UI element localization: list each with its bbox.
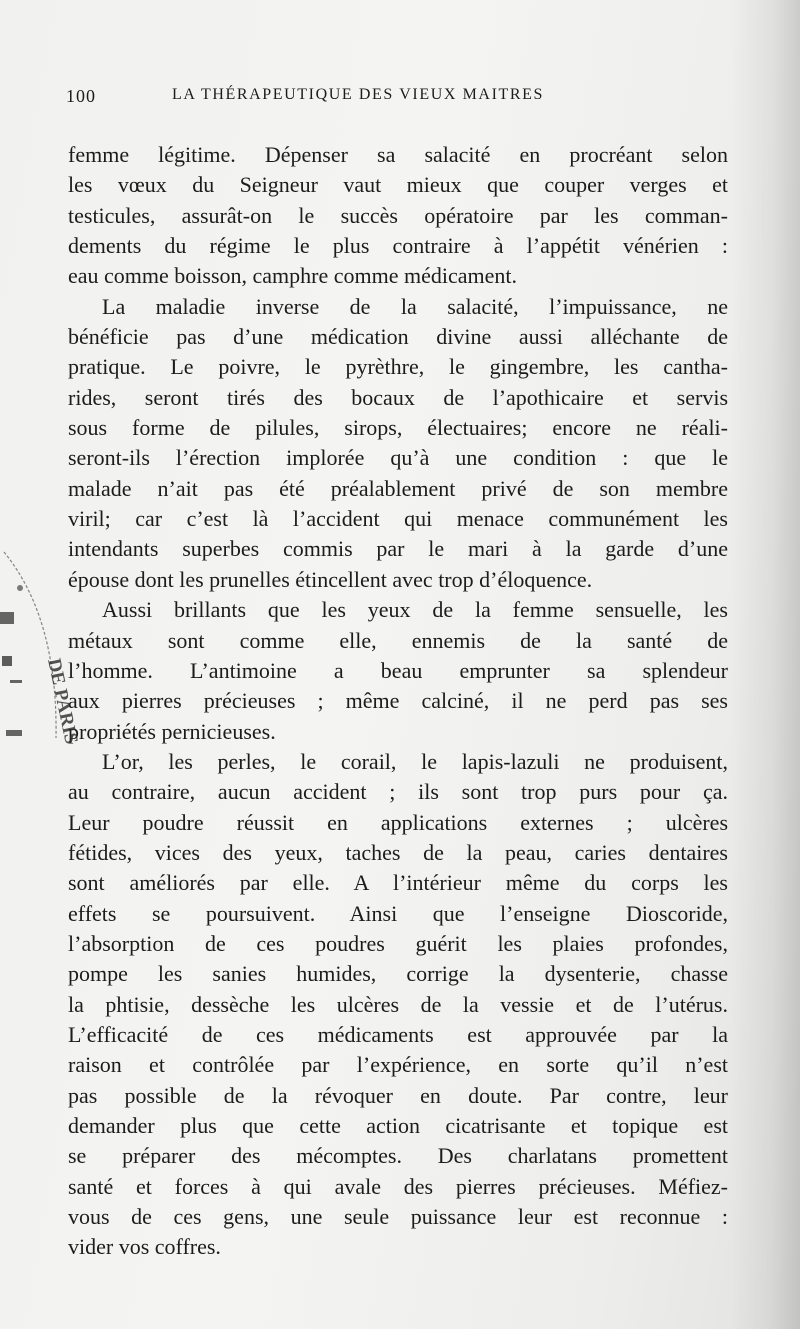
text-line: La maladie inverse de la salacité, l’impuissance, ne — [102, 293, 728, 319]
running-title: LA THÉRAPEUTIQUE DES VIEUX MAITRES — [172, 86, 545, 103]
text-line: se préparer des mécomptes. Des charlatans promettent — [68, 1143, 728, 1169]
text-line: seront-ils l’érection implorée qu’à une condition : que le — [68, 445, 728, 471]
text-line: intendants superbes commis par le mari à la garde d’une — [68, 536, 728, 562]
text-line: malade n’ait pas été préalablement privé de son membre — [68, 475, 728, 501]
text-line: la phtisie, dessèche les ulcères de la vessie et de l’utérus. — [68, 991, 728, 1017]
text-line: sont améliorés par elle. A l’intérieur même du corps les — [68, 870, 728, 896]
text-line: demander plus que cette action cicatrisante et topique est — [68, 1113, 728, 1138]
stamp-mark — [0, 612, 14, 624]
text-line: Aussi brillants que les yeux de la femme sensuelle, les — [102, 597, 728, 623]
text-line: femme légitime. Dépenser sa salacité en procréant selon — [68, 142, 728, 167]
stamp-text: DE PARIS — [43, 656, 82, 746]
text-line: santé et forces à qui avale des pierres précieuses. Méfiez- — [68, 1173, 728, 1199]
text-line: propriétés pernicieuses. — [68, 718, 276, 744]
text-line: l’absorption de ces poudres guérit les plaies profondes, — [68, 930, 728, 956]
text-line: raison et contrôlée par l’expérience, en sorte qu’il n’est — [68, 1052, 728, 1078]
stamp-arc — [4, 552, 56, 738]
text-line: viril; car c’est là l’accident qui menace communément les — [68, 506, 728, 532]
stamp-mark — [2, 656, 12, 666]
text-line: effets se poursuivent. Ainsi que l’enseigne Dioscoride, — [68, 900, 728, 926]
text-line: bénéficie pas d’une médication divine aussi alléchante de — [68, 324, 728, 350]
stamp-mark — [6, 730, 22, 736]
text-line: testicules, assurât-on le succès opératoire par les comman- — [68, 202, 728, 228]
text-line: les vœux du Seigneur vaut mieux que couper verges et — [68, 172, 728, 198]
text-line: L’efficacité de ces médicaments est approuvée par la — [68, 1021, 728, 1047]
text-line: métaux sont comme elle, ennemis de la santé de — [68, 627, 728, 653]
text-line: Leur poudre réussit en applications externes ; ulcères — [68, 809, 728, 835]
page-edge-shadow — [730, 0, 800, 1329]
text-line: dements du régime le plus contraire à l’appétit vénérien : — [68, 233, 728, 259]
library-stamp — [0, 548, 82, 748]
text-line: vous de ces gens, une seule puissance leur est reconnue : — [68, 1204, 728, 1230]
text-line: au contraire, aucun accident ; ils sont trop purs pour ça. — [68, 779, 728, 805]
page-number: 100 — [66, 86, 96, 106]
text-line: fétides, vices des yeux, taches de la peau, caries dentaires — [68, 839, 728, 865]
text-line: pratique. Le poivre, le pyrèthre, le gingembre, les cantha- — [68, 354, 728, 380]
text-line: eau comme boisson, camphre comme médicament. — [68, 263, 518, 289]
text-line: pas possible de la révoquer en doute. Par contre, leur — [68, 1082, 728, 1108]
body-text — [68, 140, 728, 1263]
stamp-mark — [10, 680, 22, 683]
text-line: l’homme. L’antimoine a beau emprunter sa splendeur — [68, 657, 728, 683]
text-line: L’or, les perles, le corail, le lapis-lazuli ne produisent, — [102, 748, 728, 774]
text-line: sous forme de pilules, sirops, électuaires; encore ne réali- — [68, 415, 728, 441]
text-line: rides, seront tirés des bocaux de l’apothicaire et servis — [68, 384, 728, 410]
text-line: aux pierres précieuses ; même calciné, il ne perd pas ses — [68, 688, 728, 714]
text-line: épouse dont les prunelles étincellent avec trop d’éloquence. — [68, 566, 593, 592]
text-line: pompe les sanies humides, corrige la dysenterie, chasse — [68, 961, 728, 987]
stamp-mark — [17, 585, 23, 591]
running-head — [66, 86, 726, 110]
text-line: vider vos coffres. — [68, 1234, 221, 1260]
